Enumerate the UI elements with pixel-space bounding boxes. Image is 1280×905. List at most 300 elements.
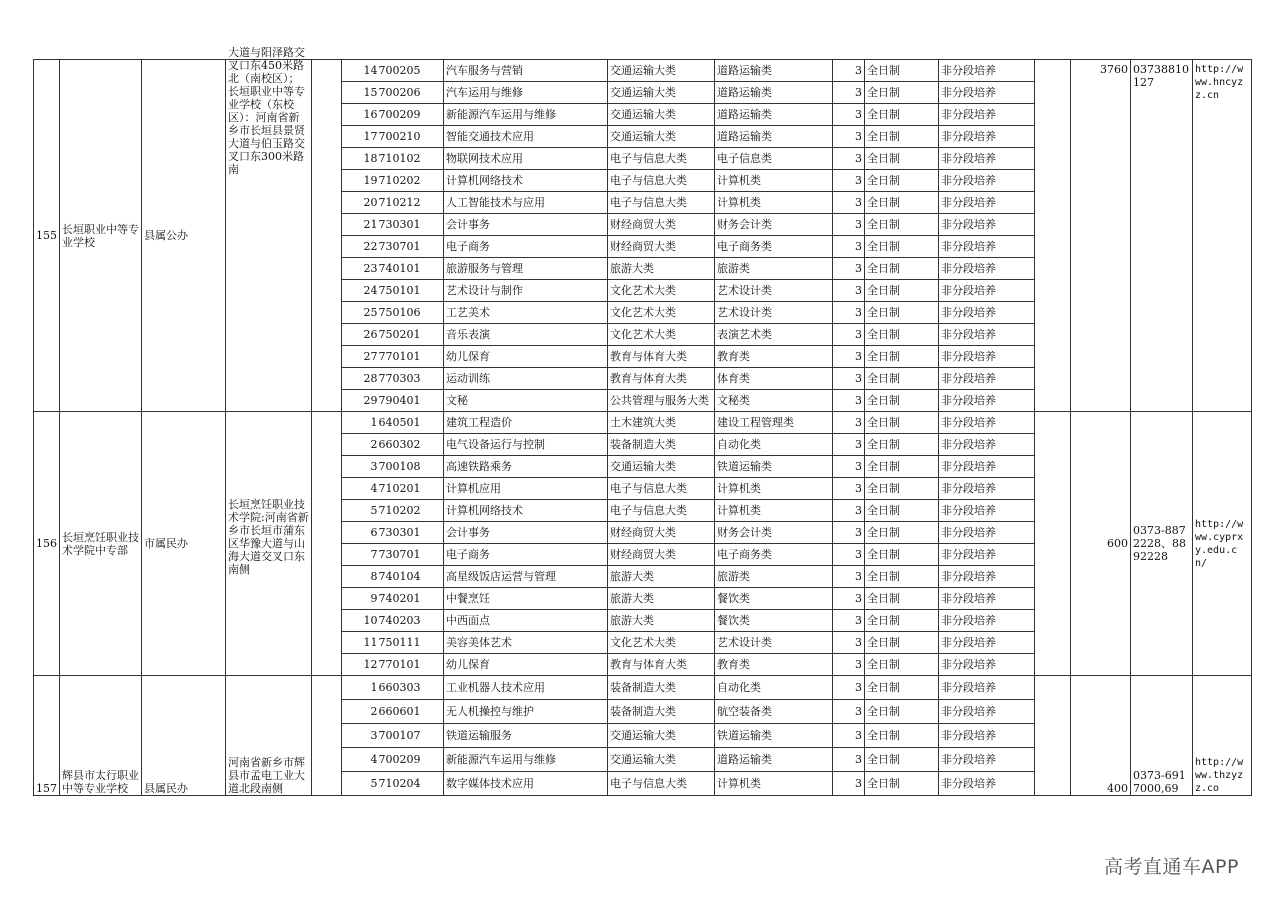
- major-subcategory: 航空装备类: [715, 700, 833, 724]
- major-subcategory: 教育类: [715, 654, 833, 676]
- major-category: 教育与体育大类: [608, 654, 715, 676]
- major-subcategory: 旅游类: [715, 566, 833, 588]
- school-number: 155: [34, 60, 60, 412]
- major-subcategory: 财务会计类: [715, 522, 833, 544]
- major-subcategory: 计算机类: [715, 500, 833, 522]
- school-website[interactable]: http://www.hncyzz.cn: [1193, 60, 1252, 412]
- major-seq: 1: [342, 676, 378, 700]
- study-mode: 全日制: [865, 82, 939, 104]
- study-years: 3: [833, 192, 865, 214]
- school-address: [226, 46, 312, 412]
- major-code: 640501: [378, 412, 444, 434]
- school-address: [226, 412, 312, 676]
- study-mode: 全日制: [865, 104, 939, 126]
- major-seq: 10: [342, 610, 378, 632]
- study-mode: 全日制: [865, 654, 939, 676]
- study-mode: 全日制: [865, 434, 939, 456]
- table-row: [34, 60, 1252, 82]
- major-category: 旅游大类: [608, 610, 715, 632]
- major-seq: 29: [342, 390, 378, 412]
- study-mode: 全日制: [865, 280, 939, 302]
- major-subcategory: 道路运输类: [715, 82, 833, 104]
- study-years: 3: [833, 214, 865, 236]
- major-subcategory: 艺术设计类: [715, 632, 833, 654]
- major-subcategory: 计算机类: [715, 478, 833, 500]
- major-code: 790401: [378, 390, 444, 412]
- major-name: 中西面点: [444, 610, 608, 632]
- major-category: 旅游大类: [608, 588, 715, 610]
- major-code: 750106: [378, 302, 444, 324]
- major-name: 铁道运输服务: [444, 724, 608, 748]
- major-name: 音乐表演: [444, 324, 608, 346]
- study-years: 3: [833, 676, 865, 700]
- major-name: 建筑工程造价: [444, 412, 608, 434]
- study-years: 3: [833, 280, 865, 302]
- enrollment-plan: 3760: [1071, 60, 1131, 412]
- training-type: 非分段培养: [939, 456, 1035, 478]
- study-years: 3: [833, 126, 865, 148]
- study-years: 3: [833, 772, 865, 796]
- study-mode: 全日制: [865, 724, 939, 748]
- major-seq: 5: [342, 772, 378, 796]
- major-name: 幼儿保育: [444, 654, 608, 676]
- major-subcategory: 餐饮类: [715, 610, 833, 632]
- major-code: 710212: [378, 192, 444, 214]
- major-seq: 27: [342, 346, 378, 368]
- study-mode: 全日制: [865, 170, 939, 192]
- training-type: 非分段培养: [939, 280, 1035, 302]
- major-category: 交通运输大类: [608, 104, 715, 126]
- major-code: 740101: [378, 258, 444, 280]
- school-type: 市属民办: [142, 412, 226, 676]
- major-code: 730301: [378, 214, 444, 236]
- major-category: 电子与信息大类: [608, 478, 715, 500]
- major-category: 文化艺术大类: [608, 302, 715, 324]
- major-code: 740104: [378, 566, 444, 588]
- study-years: 3: [833, 368, 865, 390]
- study-years: 3: [833, 104, 865, 126]
- major-subcategory: 电子商务类: [715, 236, 833, 258]
- major-seq: 16: [342, 104, 378, 126]
- contact-phone: 0373-6917000,69: [1131, 676, 1193, 796]
- major-subcategory: 建设工程管理类: [715, 412, 833, 434]
- study-years: 3: [833, 500, 865, 522]
- school-number: 157: [34, 676, 60, 796]
- study-mode: 全日制: [865, 544, 939, 566]
- training-type: 非分段培养: [939, 522, 1035, 544]
- major-name: 中餐烹饪: [444, 588, 608, 610]
- blank-column: [1035, 676, 1071, 796]
- study-years: 3: [833, 346, 865, 368]
- study-mode: 全日制: [865, 478, 939, 500]
- blank-column: [312, 60, 342, 412]
- major-name: 幼儿保育: [444, 346, 608, 368]
- study-years: 3: [833, 324, 865, 346]
- major-seq: 8: [342, 566, 378, 588]
- major-code: 770101: [378, 654, 444, 676]
- major-category: 财经商贸大类: [608, 214, 715, 236]
- major-seq: 14: [342, 60, 378, 82]
- study-years: 3: [833, 412, 865, 434]
- study-years: 3: [833, 748, 865, 772]
- major-name: 物联网技术应用: [444, 148, 608, 170]
- training-type: 非分段培养: [939, 676, 1035, 700]
- major-subcategory: 自动化类: [715, 676, 833, 700]
- major-name: 旅游服务与管理: [444, 258, 608, 280]
- major-seq: 15: [342, 82, 378, 104]
- major-category: 旅游大类: [608, 258, 715, 280]
- major-name: 电子商务: [444, 544, 608, 566]
- major-code: 700209: [378, 748, 444, 772]
- study-years: 3: [833, 700, 865, 724]
- major-seq: 3: [342, 456, 378, 478]
- major-category: 教育与体育大类: [608, 368, 715, 390]
- school-address-text: 长垣烹饪职业技术学院:河南省新乡市长垣市蒲东区华豫大道与山海大道交叉口东南侧: [228, 498, 309, 576]
- major-category: 交通运输大类: [608, 748, 715, 772]
- major-seq: 24: [342, 280, 378, 302]
- major-subcategory: 体育类: [715, 368, 833, 390]
- major-seq: 5: [342, 500, 378, 522]
- training-type: 非分段培养: [939, 170, 1035, 192]
- study-mode: 全日制: [865, 302, 939, 324]
- study-years: 3: [833, 478, 865, 500]
- school-type: 县属民办: [142, 676, 226, 796]
- training-type: 非分段培养: [939, 104, 1035, 126]
- major-category: 装备制造大类: [608, 700, 715, 724]
- major-code: 740201: [378, 588, 444, 610]
- major-category: 电子与信息大类: [608, 772, 715, 796]
- training-type: 非分段培养: [939, 214, 1035, 236]
- study-mode: 全日制: [865, 390, 939, 412]
- blank-column: [1035, 412, 1071, 676]
- study-years: 3: [833, 544, 865, 566]
- training-type: 非分段培养: [939, 566, 1035, 588]
- study-mode: 全日制: [865, 588, 939, 610]
- study-years: 3: [833, 724, 865, 748]
- training-type: 非分段培养: [939, 772, 1035, 796]
- major-seq: 25: [342, 302, 378, 324]
- major-subcategory: 文秘类: [715, 390, 833, 412]
- enrollment-table-sheet: [33, 46, 1251, 827]
- major-category: 文化艺术大类: [608, 280, 715, 302]
- study-years: 3: [833, 566, 865, 588]
- major-seq: 19: [342, 170, 378, 192]
- study-years: 3: [833, 258, 865, 280]
- major-code: 700209: [378, 104, 444, 126]
- major-name: 计算机应用: [444, 478, 608, 500]
- training-type: 非分段培养: [939, 258, 1035, 280]
- training-type: 非分段培养: [939, 324, 1035, 346]
- major-category: 电子与信息大类: [608, 500, 715, 522]
- study-mode: 全日制: [865, 148, 939, 170]
- major-category: 装备制造大类: [608, 676, 715, 700]
- school-website[interactable]: http://www.cyprxy.edu.cn/: [1193, 412, 1252, 676]
- major-name: 高速铁路乘务: [444, 456, 608, 478]
- major-subcategory: 道路运输类: [715, 748, 833, 772]
- training-type: 非分段培养: [939, 544, 1035, 566]
- major-seq: 3: [342, 724, 378, 748]
- study-years: 3: [833, 434, 865, 456]
- study-mode: 全日制: [865, 60, 939, 82]
- major-subcategory: 旅游类: [715, 258, 833, 280]
- training-type: 非分段培养: [939, 60, 1035, 82]
- major-category: 交通运输大类: [608, 724, 715, 748]
- major-name: 数字媒体技术应用: [444, 772, 608, 796]
- major-code: 750201: [378, 324, 444, 346]
- training-type: 非分段培养: [939, 148, 1035, 170]
- study-mode: 全日制: [865, 258, 939, 280]
- major-name: 会计事务: [444, 214, 608, 236]
- major-name: 文秘: [444, 390, 608, 412]
- major-category: 公共管理与服务大类: [608, 390, 715, 412]
- study-years: 3: [833, 170, 865, 192]
- major-category: 装备制造大类: [608, 434, 715, 456]
- major-name: 美容美体艺术: [444, 632, 608, 654]
- major-seq: 2: [342, 700, 378, 724]
- major-code: 730701: [378, 236, 444, 258]
- study-mode: 全日制: [865, 456, 939, 478]
- major-name: 会计事务: [444, 522, 608, 544]
- blank-column: [312, 676, 342, 796]
- major-name: 电气设备运行与控制: [444, 434, 608, 456]
- major-subcategory: 艺术设计类: [715, 302, 833, 324]
- major-seq: 9: [342, 588, 378, 610]
- training-type: 非分段培养: [939, 82, 1035, 104]
- study-mode: 全日制: [865, 522, 939, 544]
- study-mode: 全日制: [865, 632, 939, 654]
- major-seq: 20: [342, 192, 378, 214]
- study-mode: 全日制: [865, 610, 939, 632]
- major-seq: 4: [342, 748, 378, 772]
- major-seq: 23: [342, 258, 378, 280]
- major-category: 交通运输大类: [608, 126, 715, 148]
- table-row: [34, 412, 1252, 434]
- major-subcategory: 教育类: [715, 346, 833, 368]
- major-seq: 7: [342, 544, 378, 566]
- major-category: 交通运输大类: [608, 82, 715, 104]
- study-years: 3: [833, 302, 865, 324]
- major-name: 电子商务: [444, 236, 608, 258]
- major-category: 土木建筑大类: [608, 412, 715, 434]
- blank-column: [312, 412, 342, 676]
- major-code: 710204: [378, 772, 444, 796]
- training-type: 非分段培养: [939, 368, 1035, 390]
- training-type: 非分段培养: [939, 236, 1035, 258]
- major-code: 740203: [378, 610, 444, 632]
- study-mode: 全日制: [865, 324, 939, 346]
- major-category: 交通运输大类: [608, 456, 715, 478]
- major-category: 文化艺术大类: [608, 632, 715, 654]
- study-years: 3: [833, 456, 865, 478]
- major-code: 700206: [378, 82, 444, 104]
- major-subcategory: 计算机类: [715, 772, 833, 796]
- major-category: 旅游大类: [608, 566, 715, 588]
- major-category: 电子与信息大类: [608, 170, 715, 192]
- major-code: 700210: [378, 126, 444, 148]
- training-type: 非分段培养: [939, 724, 1035, 748]
- study-mode: 全日制: [865, 236, 939, 258]
- major-category: 电子与信息大类: [608, 148, 715, 170]
- study-years: 3: [833, 654, 865, 676]
- major-seq: 22: [342, 236, 378, 258]
- study-mode: 全日制: [865, 748, 939, 772]
- study-mode: 全日制: [865, 500, 939, 522]
- contact-phone: 03738810127: [1131, 60, 1193, 412]
- school-address: [226, 676, 312, 796]
- enrollment-table: [33, 46, 1252, 796]
- training-type: 非分段培养: [939, 478, 1035, 500]
- school-address-text: 河南省新乡市辉县市孟电工业大道北段南侧: [228, 756, 305, 795]
- major-category: 交通运输大类: [608, 60, 715, 82]
- training-type: 非分段培养: [939, 302, 1035, 324]
- table-row: [34, 676, 1252, 700]
- study-mode: 全日制: [865, 126, 939, 148]
- major-name: 汽车运用与维修: [444, 82, 608, 104]
- major-seq: 4: [342, 478, 378, 500]
- study-mode: 全日制: [865, 214, 939, 236]
- study-mode: 全日制: [865, 412, 939, 434]
- school-name: 长垣职业中等专业学校: [60, 60, 142, 412]
- major-subcategory: 道路运输类: [715, 126, 833, 148]
- major-code: 660601: [378, 700, 444, 724]
- major-category: 财经商贸大类: [608, 544, 715, 566]
- study-mode: 全日制: [865, 368, 939, 390]
- major-code: 710102: [378, 148, 444, 170]
- major-code: 700205: [378, 60, 444, 82]
- major-code: 710201: [378, 478, 444, 500]
- major-seq: 28: [342, 368, 378, 390]
- major-name: 汽车服务与营销: [444, 60, 608, 82]
- training-type: 非分段培养: [939, 346, 1035, 368]
- major-code: 750111: [378, 632, 444, 654]
- study-years: 3: [833, 588, 865, 610]
- study-mode: 全日制: [865, 700, 939, 724]
- major-code: 750101: [378, 280, 444, 302]
- major-seq: 26: [342, 324, 378, 346]
- school-address-text: 大道与阳泽路交叉口东450米路北（南校区）； 长垣职业中等专业学校（东校区）：河南省新乡市长垣县景贤大道与伯玉路交叉口东300米路南: [228, 46, 305, 176]
- major-code: 710202: [378, 170, 444, 192]
- study-years: 3: [833, 148, 865, 170]
- major-subcategory: 道路运输类: [715, 60, 833, 82]
- major-name: 新能源汽车运用与维修: [444, 104, 608, 126]
- training-type: 非分段培养: [939, 434, 1035, 456]
- training-type: 非分段培养: [939, 588, 1035, 610]
- major-subcategory: 铁道运输类: [715, 456, 833, 478]
- major-code: 730301: [378, 522, 444, 544]
- major-code: 700107: [378, 724, 444, 748]
- major-subcategory: 餐饮类: [715, 588, 833, 610]
- major-name: 运动训练: [444, 368, 608, 390]
- major-seq: 6: [342, 522, 378, 544]
- blank-column: [1035, 60, 1071, 412]
- study-years: 3: [833, 522, 865, 544]
- study-mode: 全日制: [865, 192, 939, 214]
- study-mode: 全日制: [865, 676, 939, 700]
- major-name: 计算机网络技术: [444, 500, 608, 522]
- training-type: 非分段培养: [939, 610, 1035, 632]
- study-years: 3: [833, 60, 865, 82]
- major-seq: 1: [342, 412, 378, 434]
- major-name: 工艺美术: [444, 302, 608, 324]
- major-code: 710202: [378, 500, 444, 522]
- major-subcategory: 计算机类: [715, 192, 833, 214]
- major-seq: 12: [342, 654, 378, 676]
- major-category: 财经商贸大类: [608, 522, 715, 544]
- school-number: 156: [34, 412, 60, 676]
- major-code: 770303: [378, 368, 444, 390]
- training-type: 非分段培养: [939, 192, 1035, 214]
- major-name: 艺术设计与制作: [444, 280, 608, 302]
- training-type: 非分段培养: [939, 500, 1035, 522]
- study-years: 3: [833, 82, 865, 104]
- major-seq: 17: [342, 126, 378, 148]
- major-name: 新能源汽车运用与维修: [444, 748, 608, 772]
- major-subcategory: 艺术设计类: [715, 280, 833, 302]
- major-category: 财经商贸大类: [608, 236, 715, 258]
- training-type: 非分段培养: [939, 632, 1035, 654]
- training-type: 非分段培养: [939, 126, 1035, 148]
- enrollment-plan: 600: [1071, 412, 1131, 676]
- major-subcategory: 自动化类: [715, 434, 833, 456]
- major-code: 660303: [378, 676, 444, 700]
- major-code: 730701: [378, 544, 444, 566]
- major-name: 智能交通技术应用: [444, 126, 608, 148]
- major-subcategory: 表演艺术类: [715, 324, 833, 346]
- study-years: 3: [833, 236, 865, 258]
- training-type: 非分段培养: [939, 700, 1035, 724]
- major-code: 770101: [378, 346, 444, 368]
- major-name: 人工智能技术与应用: [444, 192, 608, 214]
- major-name: 计算机网络技术: [444, 170, 608, 192]
- training-type: 非分段培养: [939, 748, 1035, 772]
- contact-phone: 0373-8872228、8892228: [1131, 412, 1193, 676]
- school-name: 辉县市太行职业中等专业学校: [60, 676, 142, 796]
- study-years: 3: [833, 390, 865, 412]
- major-seq: 2: [342, 434, 378, 456]
- major-category: 教育与体育大类: [608, 346, 715, 368]
- major-subcategory: 道路运输类: [715, 104, 833, 126]
- major-code: 660302: [378, 434, 444, 456]
- major-category: 文化艺术大类: [608, 324, 715, 346]
- study-years: 3: [833, 632, 865, 654]
- major-category: 电子与信息大类: [608, 192, 715, 214]
- major-seq: 21: [342, 214, 378, 236]
- major-name: 工业机器人技术应用: [444, 676, 608, 700]
- major-subcategory: 铁道运输类: [715, 724, 833, 748]
- major-subcategory: 电子信息类: [715, 148, 833, 170]
- major-seq: 11: [342, 632, 378, 654]
- study-mode: 全日制: [865, 772, 939, 796]
- watermark-text: 高考直通车APP: [1104, 856, 1239, 878]
- major-subcategory: 计算机类: [715, 170, 833, 192]
- major-code: 700108: [378, 456, 444, 478]
- major-name: 无人机操控与维护: [444, 700, 608, 724]
- study-mode: 全日制: [865, 346, 939, 368]
- major-name: 高星级饭店运营与管理: [444, 566, 608, 588]
- major-subcategory: 电子商务类: [715, 544, 833, 566]
- training-type: 非分段培养: [939, 412, 1035, 434]
- school-website[interactable]: http://www.thzyzz.co: [1193, 676, 1252, 796]
- school-type: 县属公办: [142, 60, 226, 412]
- training-type: 非分段培养: [939, 390, 1035, 412]
- enrollment-plan: 400: [1071, 676, 1131, 796]
- training-type: 非分段培养: [939, 654, 1035, 676]
- major-subcategory: 财务会计类: [715, 214, 833, 236]
- school-name: 长垣烹饪职业技术学院中专部: [60, 412, 142, 676]
- study-years: 3: [833, 610, 865, 632]
- major-seq: 18: [342, 148, 378, 170]
- study-mode: 全日制: [865, 566, 939, 588]
